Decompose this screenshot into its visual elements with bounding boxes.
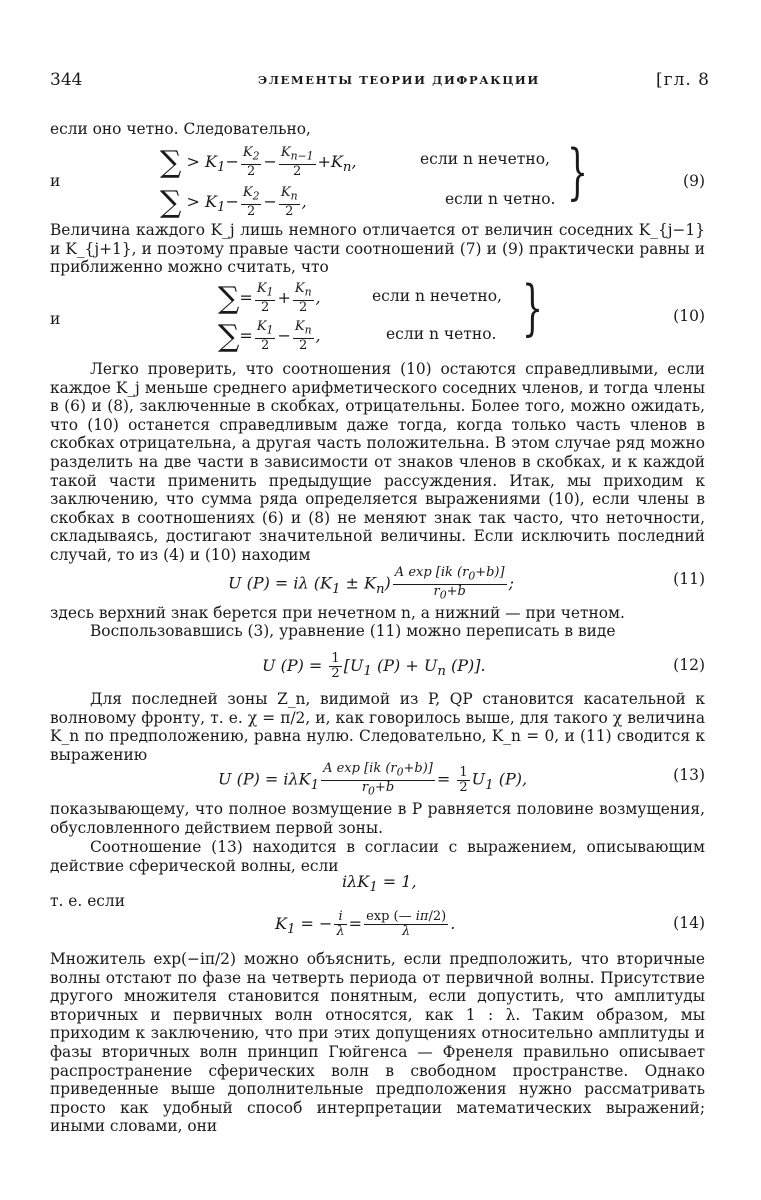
eq11-number: (11) xyxy=(673,570,705,588)
eq9-line1: ∑ > $K_1-$ $\frac{K_2}{2}$ − $\frac{K_{n-1}}{2}$ $+K_n$, xyxy=(160,144,357,180)
running-title: ЭЛЕМЕНТЫ ТЕОРИИ ДИФРАКЦИИ xyxy=(258,73,540,87)
page-number: 344 xyxy=(50,70,83,90)
eq14-number: (14) xyxy=(673,914,705,932)
using-eq3: Воспользовавшись (3), уравнение (11) можно переписать в виде xyxy=(90,622,616,640)
eq9-cond1: если n нечетно, xyxy=(420,150,550,168)
paragraph-showing: показывающему, что полное возмущение в P равняется половине возмущения, обусловленного действием первой зоны. xyxy=(50,800,705,837)
paragraph-multiplier: Множитель exp(−iπ/2) можно объяснить, если предположить, что вторичные волны отстают по фазе на четверть периода от первичной волны. Присутствие другого множителя становится понятным, если допустить, что амплитуды вторичных и первичных волн относятся, как 1 : λ. Таким образом, мы приходим к заключению, что при этих допущениях относительно амплитуды и фазы вторичных волн принцип Гюйгенса — Френеля правильно описывает распространение сферических волн в свободном пространстве. Однако приведенные выше дополнительные предположения нужно рассматривать просто как удобный способ интерпретации математических выражений; иными словами, они xyxy=(50,950,705,1136)
eq14-formula: $K_1$ = − $\frac{i}{\lambda}$ = $\frac{\exp (— i\pi/2)}{\lambda}$ . xyxy=(275,909,456,939)
eq10-line1: ∑= $\frac{K_1}{2}$ + $\frac{K_n}{2}$ , xyxy=(218,280,321,316)
eq13-number: (13) xyxy=(673,766,705,784)
eq13-formula: U (P) = iλK$_1$ $\frac{A \exp [ik (r_0+b)]}{r_0+b}$ = $\frac{1}{2}$ $U_1$ (P), xyxy=(218,761,528,798)
eq9-and: и xyxy=(50,172,61,190)
page-header xyxy=(50,70,710,94)
intro-line: если оно четно. Следовательно, xyxy=(50,120,311,138)
after-eq11: здесь верхний знак берется при нечетном n, а нижний — при четном. xyxy=(50,604,625,622)
eq10-line2: ∑= $\frac{K_1}{2}$ − $\frac{K_n}{2}$ , xyxy=(218,318,321,354)
eq10-brace: } xyxy=(522,273,544,343)
paragraph-relation: Соотношение (13) находится в согласии с выражением, описывающим действие сферической волны, если xyxy=(50,838,705,875)
ie-if: т. е. если xyxy=(50,892,125,910)
eq11-formula: U (P) = iλ $(K_1 \pm K_n)$ $\frac{A \exp [ik (r_0+b)]}{r_0+b}$ ; xyxy=(228,565,514,602)
paragraph-last-zone: Для последней зоны Z_n, видимой из P, QP становится касательной к волновому фронту, т. е. χ = π/2, и, как говорилось выше, для такого χ величина K_n по предположению, равна нулю. Следовательно, K_n = 0, и (11) сводится к выражению xyxy=(50,690,705,764)
eq9-number: (9) xyxy=(683,172,705,190)
eq12-formula: U (P) = $\frac{1}{2}$ [$U_1$ $(P) + U_n$ (P)]. xyxy=(262,651,486,681)
eq10-cond1: если n нечетно, xyxy=(372,287,502,305)
eq9-line2: ∑ > $K_1-$ $\frac{K_2}{2}$ − $\frac{K_n}{2}$ , xyxy=(160,184,307,220)
eq10-number: (10) xyxy=(673,307,705,325)
ilk-equals-1: iλK$_1$ = 1, xyxy=(342,872,417,896)
paragraph-easy-check: Легко проверить, что соотношения (10) остаются справедливыми, если каждое K_j меньше среднего арифметического соседних членов, и тогда члены в (6) и (8), заключенные в скобках, отрицательны. Более того, можно ожидать, что (10) останется справедливым даже тогда, когда только часть членов в скобках отрицательна, а другая часть положительна. В этом случае ряд можно разделить на две части в зависимости от знаков членов в скобках, и к каждой такой части применить предыдущие рассуждения. Итак, мы приходим к заключению, что сумма ряда определяется выражениями (10), если члены в скобках в соотношениях (6) и (8) не меняют знак так часто, что неточности, складываясь, достигают значительной величины. Если исключить последний случай, то из (4) и (10) находим xyxy=(50,360,705,564)
paragraph-kj: Величина каждого K_j лишь немного отличается от величин соседних K_{j−1} и K_{j+1}, и поэтому правые части соотношений (7) и (9) практически равны и приближенно можно считать, что xyxy=(50,221,705,277)
eq12-number: (12) xyxy=(673,656,705,674)
eq9-cond2: если n четно. xyxy=(445,190,556,208)
eq9-brace: } xyxy=(567,137,589,207)
chapter-marker: [гл. 8 xyxy=(656,70,710,90)
eq10-cond2: если n четно. xyxy=(386,325,497,343)
eq10-and: и xyxy=(50,310,61,328)
